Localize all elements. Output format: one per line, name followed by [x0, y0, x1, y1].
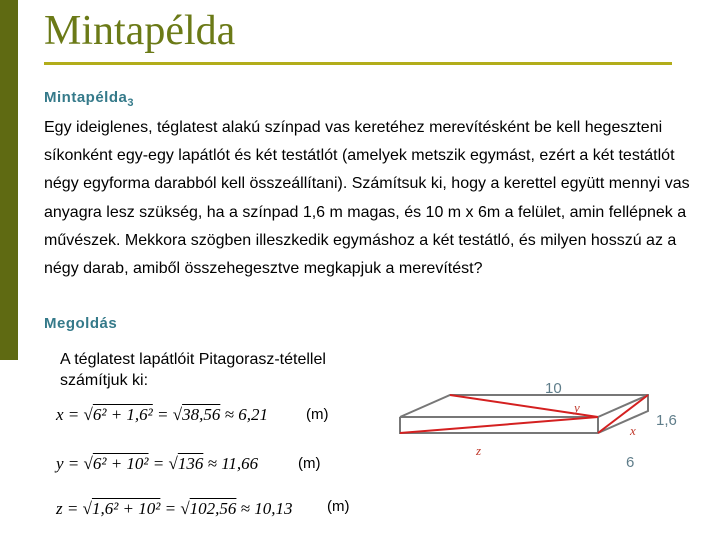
label-width: 6	[626, 454, 635, 471]
example-heading	[44, 89, 134, 109]
cuboid-edges	[400, 395, 648, 433]
title-underline	[44, 62, 672, 65]
example-heading-index: 3	[127, 97, 134, 109]
equation-z: z = √1,6² + 10² = √102,56 ≈ 10,13	[56, 499, 293, 518]
solution-intro: A téglatest lapátlóit Pitagorasz-tétellel számítjuk ki:	[60, 351, 326, 389]
eq-mid: 102,56	[189, 499, 237, 518]
eq-result: 10,13	[254, 499, 293, 518]
equation-z-unit: (m)	[327, 498, 350, 515]
eq-mid: 136	[177, 454, 204, 473]
equation-y-unit: (m)	[298, 455, 321, 472]
cuboid-figure	[390, 375, 700, 485]
label-z: z	[476, 443, 482, 458]
eq-radicand: 6² + 10²	[92, 454, 149, 473]
equation-y: y = √6² + 10² = √136 ≈ 11,66	[56, 454, 259, 473]
eq-radicand: 1,6² + 10²	[91, 499, 161, 518]
eq-var: z	[56, 499, 63, 518]
eq-var: y	[56, 454, 64, 473]
cuboid-outline	[400, 395, 648, 433]
equation-x-unit: (m)	[306, 406, 329, 423]
eq-result: 11,66	[221, 454, 259, 473]
eq-mid: 38,56	[182, 405, 221, 424]
eq-result: 6,21	[238, 405, 268, 424]
problem-text: Egy ideiglenes, téglatest alakú színpad vas keretéhez merevítésként be kell hegeszteni síkonként egy-egy lapátlót és két testátlót (amelyek metszik egymást, ezért a két testátlót négy egyforma darabból kell összeállítani). Számítsuk ki, hogy a kerettel együtt mennyi vas anyagra lesz szükség, ha a színpad 1,6 m magas, és 10 m x 6m a felület, amin fellépnek a művészek. Mekkora szögben illeszkedik egymáshoz a két testátló, és milyen hosszú az a négy darab, amiből összehegesztve megkapjuk a merevítést?	[44, 119, 690, 278]
diagonal-z	[400, 417, 598, 433]
slide-title: Mintapélda	[44, 8, 236, 54]
label-length: 10	[545, 380, 562, 397]
label-height: 1,6	[656, 412, 677, 429]
eq-var: x	[56, 405, 64, 424]
example-heading-text: Mintapélda	[44, 89, 128, 106]
label-y: y	[574, 400, 580, 415]
solution-heading: Megoldás	[44, 315, 118, 332]
left-accent-bar	[0, 0, 18, 360]
label-x: x	[630, 423, 636, 438]
equation-x: x = √6² + 1,6² = √38,56 ≈ 6,21	[56, 405, 268, 424]
eq-radicand: 6² + 1,6²	[92, 405, 153, 424]
